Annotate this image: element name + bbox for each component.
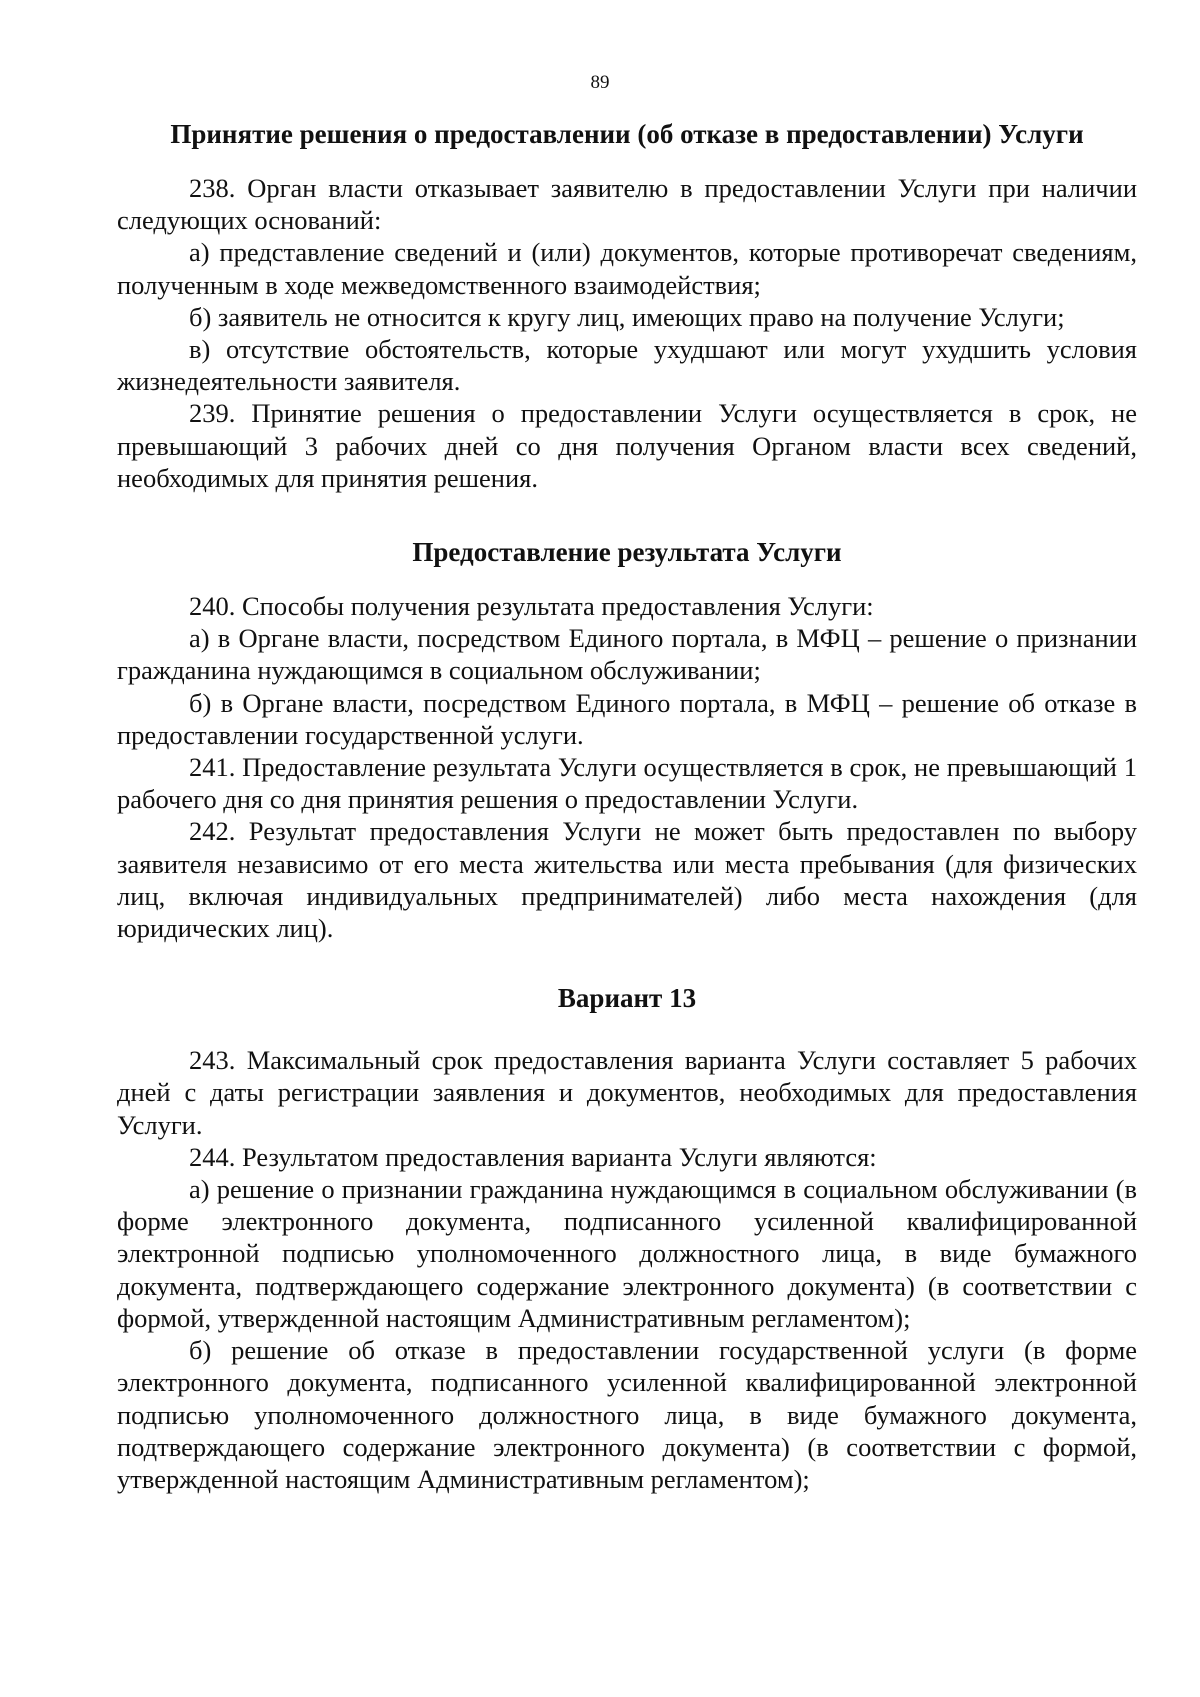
paragraph-238-v: в) отсутствие обстоятельств, которые ухудшают или могут ухудшить условия жизнедеятельности заявителя. (117, 334, 1137, 397)
document-body (117, 118, 1137, 1495)
paragraph-244-a: а) решение о признании гражданина нуждающимся в социальном обслуживании (в форме электронного документа, подписанного усиленной квалифицированной электронной подписью уполномоченного должностного лица, в виде бумажного документа, подтверждающего содержание электронного документа) (в соответствии с формой, утвержденной настоящим Административным регламентом); (117, 1174, 1137, 1333)
paragraph-238-a: а) представление сведений и (или) документов, которые противоречат сведениям, полученным в ходе межведомственного взаимодействия; (117, 237, 1137, 300)
paragraph-239: 239. Принятие решения о предоставлении Услуги осуществляется в срок, не превышающий 3 рабочих дней со дня получения Органом власти всех сведений, необходимых для принятия решения. (117, 398, 1137, 493)
paragraph-242: 242. Результат предоставления Услуги не может быть предоставлен по выбору заявителя независимо от его места жительства или места пребывания (для физических лиц, включая индивидуальных предпринимателей) либо места нахождения (для юридических лиц). (117, 816, 1137, 944)
section-heading-result: Предоставление результата Услуги (412, 537, 842, 568)
paragraph-241: 241. Предоставление результата Услуги осуществляется в срок, не превышающий 1 рабочего дня со дня принятия решения о предоставлении Услуги. (117, 752, 1137, 815)
section-heading-variant-13: Вариант 13 (557, 983, 697, 1014)
paragraph-240-a: а) в Органе власти, посредством Единого портала, в МФЦ – решение о признании гражданина нуждающимся в социальном обслуживании; (117, 623, 1137, 686)
paragraph-240: 240. Способы получения результата предоставления Услуги: (189, 591, 874, 622)
paragraph-240-b: б) в Органе власти, посредством Единого портала, в МФЦ – решение об отказе в предоставлении государственной услуги. (117, 687, 1137, 750)
section-heading-decision: Принятие решения о предоставлении (об отказе в предоставлении) Услуги (170, 119, 1084, 149)
paragraph-244-b: б) решение об отказе в предоставлении государственной услуги (в форме электронного документа, подписанного усиленной квалифицированной электронной подписью уполномоченного должностного лица, в виде бумажного документа, подтверждающего содержание электронного документа) (в соответствии с формой, утвержденной настоящим Административным регламентом); (117, 1335, 1137, 1494)
paragraph-238-b: б) заявитель не относится к кругу лиц, имеющих право на получение Услуги; (189, 301, 1065, 332)
paragraph-243: 243. Максимальный срок предоставления варианта Услуги составляет 5 рабочих дней с даты регистрации заявления и документов, необходимых для предоставления Услуги. (117, 1045, 1137, 1140)
paragraph-238: 238. Орган власти отказывает заявителю в предоставлении Услуги при наличии следующих оснований: (117, 173, 1137, 236)
paragraph-244: 244. Результатом предоставления варианта Услуги являются: (189, 1141, 877, 1172)
page-number: 89 (590, 72, 610, 93)
